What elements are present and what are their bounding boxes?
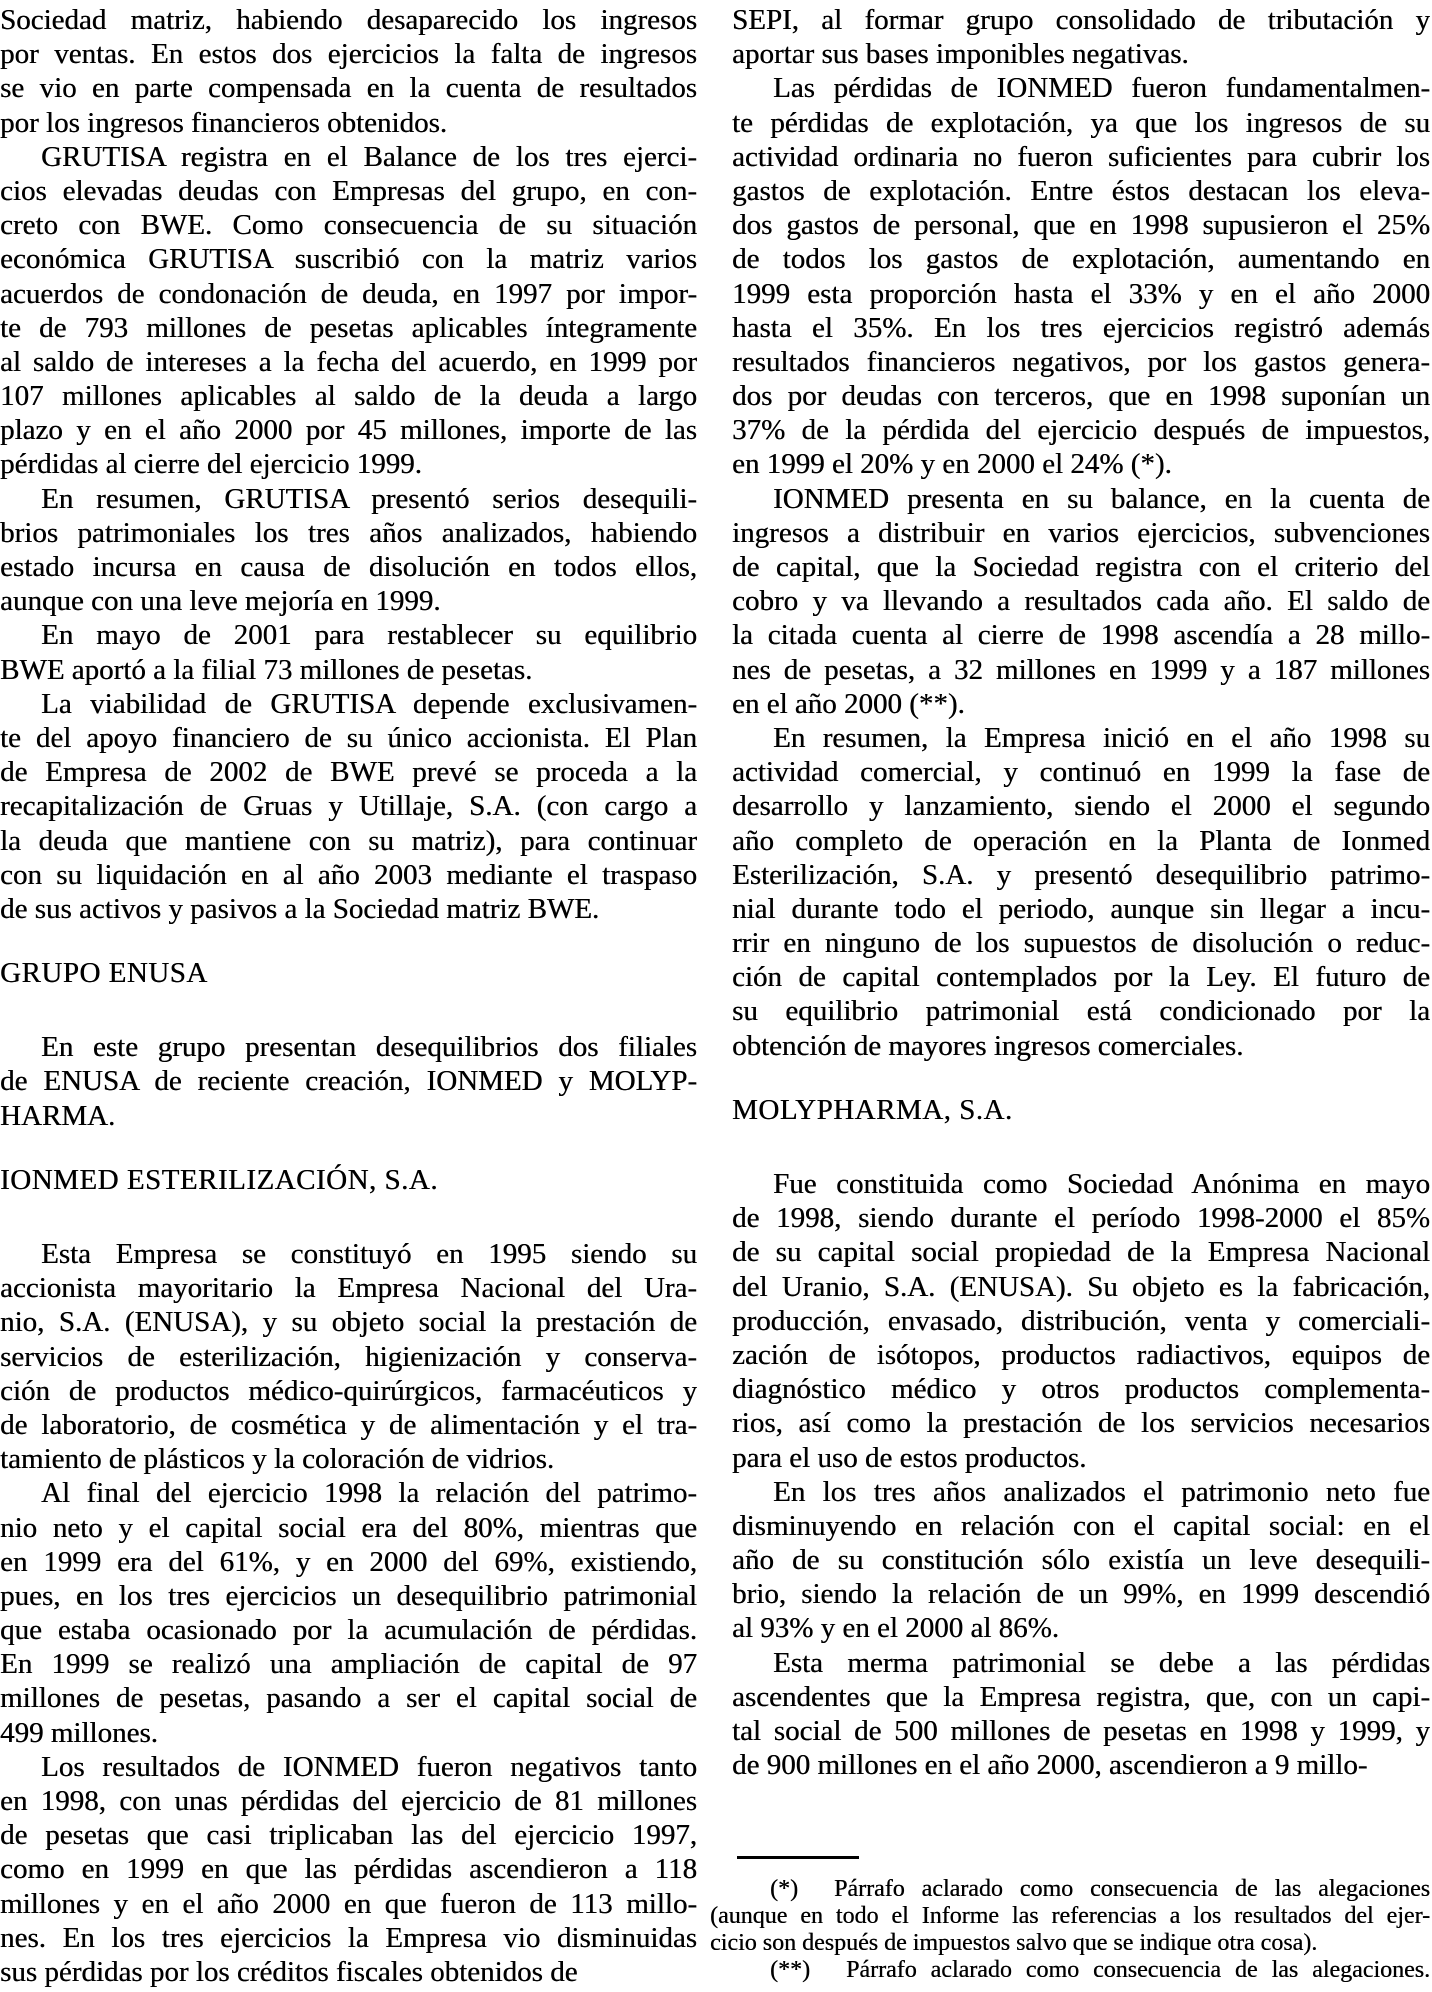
- text-line: HARMA.: [0, 1099, 116, 1132]
- paragraph: [732, 482, 1430, 721]
- text-line: En este grupo presentan desequilibrios dos filiales: [41, 1031, 697, 1064]
- text-line: nial durante todo el periodo, aunque sin llegar a incu-: [732, 892, 1430, 925]
- text-line: Los resultados de IONMED fueron negativos tanto: [41, 1750, 697, 1783]
- text-line: hasta el 35%. En los tres ejercicios registró además: [732, 311, 1430, 344]
- paragraph: [0, 140, 697, 482]
- text-line: por los ingresos financieros obtenidos.: [0, 106, 448, 139]
- text-line: Las pérdidas de IONMED fueron fundamentalmen-: [773, 72, 1430, 105]
- text-line: pérdidas al cierre del ejercicio 1999.: [0, 448, 422, 481]
- text-line: como en 1999 en que las pérdidas ascendieron a 118: [0, 1853, 697, 1886]
- text-line: la citada cuenta al cierre de 1998 ascendía a 28 millo-: [732, 619, 1430, 652]
- text-line: pues, en los tres ejercicios un desequilibrio patrimonial: [0, 1579, 697, 1612]
- text-line: zación de isótopos, productos radiactivos, equipos de: [732, 1338, 1430, 1371]
- text-line: actividad comercial, y continuó en 1999 la fase de: [732, 756, 1430, 789]
- text-line: te del apoyo financiero de su único accionista. El Plan: [0, 721, 697, 754]
- paragraph: [0, 1030, 697, 1133]
- paragraph: [732, 3, 1430, 71]
- text-line: En mayo de 2001 para restablecer su equilibrio: [41, 619, 697, 652]
- text-line: al saldo de intereses a la fecha del acuerdo, en 1999 por: [0, 345, 697, 378]
- text-line: Al final del ejercicio 1998 la relación del patrimo-: [41, 1477, 697, 1510]
- text-line: aunque con una leve mejoría en 1999.: [0, 585, 441, 618]
- paragraph: [0, 1750, 697, 1989]
- paragraph: [732, 71, 1430, 481]
- left-column: [0, 3, 697, 1989]
- text-line: BWE aportó a la filial 73 millones de pesetas.: [0, 653, 533, 686]
- text-line: en 1999 el 20% y en 2000 el 24% (*).: [732, 448, 1172, 481]
- paragraph: [732, 1167, 1430, 1475]
- paragraph: [732, 1646, 1430, 1783]
- text-line: que estaba ocasionado por la acumulación de pérdidas.: [0, 1614, 697, 1647]
- footnote-line: (aunque en todo el Informe las referencias a los resultados del ejer-: [710, 1903, 1430, 1929]
- text-line: diagnóstico médico y otros productos complementa-: [732, 1373, 1430, 1406]
- paragraph: [0, 687, 697, 926]
- text-line: 37% de la pérdida del ejercicio después de impuestos,: [732, 414, 1430, 447]
- right-column: [732, 3, 1430, 1782]
- text-line: brios patrimoniales los tres años analizados, habiendo: [0, 516, 697, 549]
- text-line: de Empresa de 2002 de BWE prevé se proceda a la: [0, 756, 697, 789]
- paragraph: [732, 1475, 1430, 1646]
- text-line: obtención de mayores ingresos comerciales.: [732, 1029, 1244, 1062]
- text-line: rios, así como la prestación de los servicios necesarios: [732, 1407, 1430, 1440]
- text-line: dos gastos de personal, que en 1998 supusieron el 25%: [732, 209, 1430, 242]
- text-line: plazo y en el año 2000 por 45 millones, importe de las: [0, 414, 697, 447]
- paragraph: [0, 1476, 697, 1750]
- text-line: aportar sus bases imponibles negativas.: [732, 38, 1189, 71]
- text-line: creto con BWE. Como consecuencia de su situación: [0, 209, 697, 242]
- section-heading: MOLYPHARMA, S.A.: [732, 1093, 1013, 1126]
- paragraph: [0, 618, 697, 686]
- text-line: brio, siendo la relación de un 99%, en 1999 descendió: [732, 1578, 1430, 1611]
- text-line: ingresos a distribuir en varios ejercicios, subvenciones: [732, 516, 1430, 549]
- text-line: Esta merma patrimonial se debe a las pérdidas: [773, 1646, 1430, 1679]
- text-line: del Uranio, S.A. (ENUSA). Su objeto es la fabricación,: [732, 1270, 1430, 1303]
- text-line: nio, S.A. (ENUSA), y su objeto social la prestación de: [0, 1306, 697, 1339]
- text-line: tal social de 500 millones de pesetas en 1998 y 1999, y: [732, 1715, 1430, 1747]
- text-line: Esterilización, S.A. y presentó desequilibrio patrimo-: [732, 858, 1430, 891]
- text-line: su equilibrio patrimonial está condicionado por la: [732, 995, 1430, 1028]
- footnote-line: (**) Párrafo aclarado como consecuencia de las alegaciones.: [770, 1957, 1430, 1983]
- text-line: cios elevadas deudas con Empresas del grupo, en con-: [0, 174, 697, 207]
- text-line: de su capital social propiedad de la Empresa Nacional: [732, 1236, 1430, 1269]
- text-line: SEPI, al formar grupo consolidado de tributación y: [732, 4, 1430, 36]
- text-line: 499 millones.: [0, 1716, 158, 1749]
- text-line: actividad ordinaria no fueron suficientes para cubrir los: [732, 140, 1430, 173]
- text-line: estado incursa en causa de disolución en todos ellos,: [0, 551, 697, 583]
- text-line: accionista mayoritario la Empresa Nacional del Ura-: [0, 1272, 697, 1305]
- text-line: año completo de operación en la Planta de Ionmed: [732, 824, 1430, 857]
- text-line: recapitalización de Gruas y Utillaje, S.A. (con cargo a: [0, 790, 697, 823]
- text-line: de 900 millones en el año 2000, ascendieron a 9 millo-: [732, 1749, 1368, 1782]
- text-line: En resumen, la Empresa inició en el año 1998 su: [773, 721, 1430, 754]
- text-line: Sociedad matriz, habiendo desaparecido los ingresos: [0, 4, 697, 36]
- section-heading: IONMED ESTERILIZACIÓN, S.A.: [0, 1163, 438, 1196]
- text-line: En resumen, GRUTISA presentó serios desequili-: [41, 482, 697, 515]
- text-line: En 1999 se realizó una ampliación de capital de 97: [0, 1648, 697, 1681]
- text-line: de sus activos y pasivos a la Sociedad matriz BWE.: [0, 892, 600, 925]
- text-line: disminuyendo en relación con el capital social: en el: [732, 1509, 1430, 1542]
- text-line: rrir en ninguno de los supuestos de disolución o reduc-: [732, 927, 1430, 960]
- text-line: en 1998, con unas pérdidas del ejercicio de 81 millones: [0, 1785, 697, 1817]
- text-line: IONMED presenta en su balance, en la cuenta de: [773, 482, 1430, 515]
- text-line: millones y en el año 2000 en que fueron de 113 millo-: [0, 1887, 697, 1920]
- text-line: año de su constitución sólo existía un leve desequili-: [732, 1544, 1430, 1577]
- footnote-rule: [737, 1856, 859, 1859]
- text-line: sus pérdidas por los créditos fiscales obtenidos de: [0, 1955, 578, 1988]
- footnote-block: [710, 1856, 1430, 1984]
- text-line: la deuda que mantiene con su matriz), para continuar: [0, 824, 697, 857]
- text-line: por ventas. En estos dos ejercicios la falta de ingresos: [0, 38, 697, 71]
- text-line: te de 793 millones de pesetas aplicables íntegramente: [0, 311, 697, 344]
- text-line: con su liquidación en al año 2003 mediante el traspaso: [0, 858, 697, 891]
- text-line: dos por deudas con terceros, que en 1998 suponían un: [732, 380, 1430, 413]
- text-line: Fue constituida como Sociedad Anónima en mayo: [773, 1168, 1430, 1200]
- text-line: te pérdidas de explotación, ya que los ingresos de su: [732, 106, 1430, 139]
- text-line: ción de productos médico-quirúrgicos, farmacéuticos y: [0, 1374, 697, 1407]
- text-line: de laboratorio, de cosmética y de alimentación y el tra-: [0, 1408, 697, 1441]
- paragraph: [732, 721, 1430, 1063]
- text-line: acuerdos de condonación de deuda, en 1997 por impor-: [0, 277, 697, 310]
- text-line: para el uso de estos productos.: [732, 1441, 1087, 1474]
- footnote-line: cicio son después de impuestos salvo que se indique otra cosa).: [710, 1930, 1318, 1956]
- text-line: de capital, que la Sociedad registra con el criterio del: [732, 551, 1430, 583]
- section-heading: GRUPO ENUSA: [0, 957, 208, 990]
- text-line: resultados financieros negativos, por los gastos genera-: [732, 345, 1430, 378]
- text-line: ascendentes que la Empresa registra, que, con un capi-: [732, 1680, 1430, 1713]
- text-line: En los tres años analizados el patrimonio neto fue: [773, 1475, 1430, 1508]
- text-line: al 93% y en el 2000 al 86%.: [732, 1612, 1059, 1645]
- text-line: en 1999 era del 61%, y en 2000 del 69%, existiendo,: [0, 1545, 697, 1578]
- text-line: millones de pesetas, pasando a ser el capital social de: [0, 1682, 697, 1715]
- text-line: Esta Empresa se constituyó en 1995 siendo su: [41, 1238, 697, 1270]
- text-line: gastos de explotación. Entre éstos destacan los eleva-: [732, 174, 1430, 207]
- text-line: de todos los gastos de explotación, aumentando en: [732, 243, 1430, 276]
- text-line: en el año 2000 (**).: [732, 687, 965, 720]
- text-line: GRUTISA registra en el Balance de los tres ejerci-: [41, 140, 697, 173]
- text-line: nio neto y el capital social era del 80%, mientras que: [0, 1511, 697, 1544]
- text-line: La viabilidad de GRUTISA depende exclusivamen-: [41, 687, 697, 720]
- paragraph: [0, 482, 697, 619]
- text-line: ción de capital contemplados por la Ley. El futuro de: [732, 961, 1430, 994]
- text-line: de ENUSA de reciente creación, IONMED y MOLYP-: [0, 1065, 697, 1098]
- text-line: se vio en parte compensada en la cuenta de resultados: [0, 72, 697, 105]
- text-line: cobro y va llevando a resultados cada año. El saldo de: [732, 585, 1430, 618]
- text-line: producción, envasado, distribución, venta y comerciali-: [732, 1304, 1430, 1337]
- text-line: 1999 esta proporción hasta el 33% y en el año 2000: [732, 277, 1430, 310]
- paragraph: [0, 1237, 697, 1476]
- text-line: nes de pesetas, a 32 millones en 1999 y a 187 millones: [732, 653, 1430, 686]
- text-line: desarrollo y lanzamiento, siendo el 2000 el segundo: [732, 790, 1430, 823]
- text-line: de pesetas que casi triplicaban las del ejercicio 1997,: [0, 1819, 697, 1852]
- paragraph: [0, 3, 697, 140]
- text-line: servicios de esterilización, higienización y conserva-: [0, 1340, 697, 1373]
- text-line: económica GRUTISA suscribió con la matriz varios: [0, 243, 697, 276]
- text-line: de 1998, siendo durante el período 1998-2000 el 85%: [732, 1202, 1430, 1235]
- text-line: tamiento de plásticos y la coloración de vidrios.: [0, 1443, 555, 1476]
- text-line: nes. En los tres ejercicios la Empresa vio disminuidas: [0, 1921, 697, 1954]
- footnote-line: (*) Párrafo aclarado como consecuencia de las alegaciones: [770, 1876, 1430, 1902]
- text-line: 107 millones aplicables al saldo de la deuda a largo: [0, 380, 697, 413]
